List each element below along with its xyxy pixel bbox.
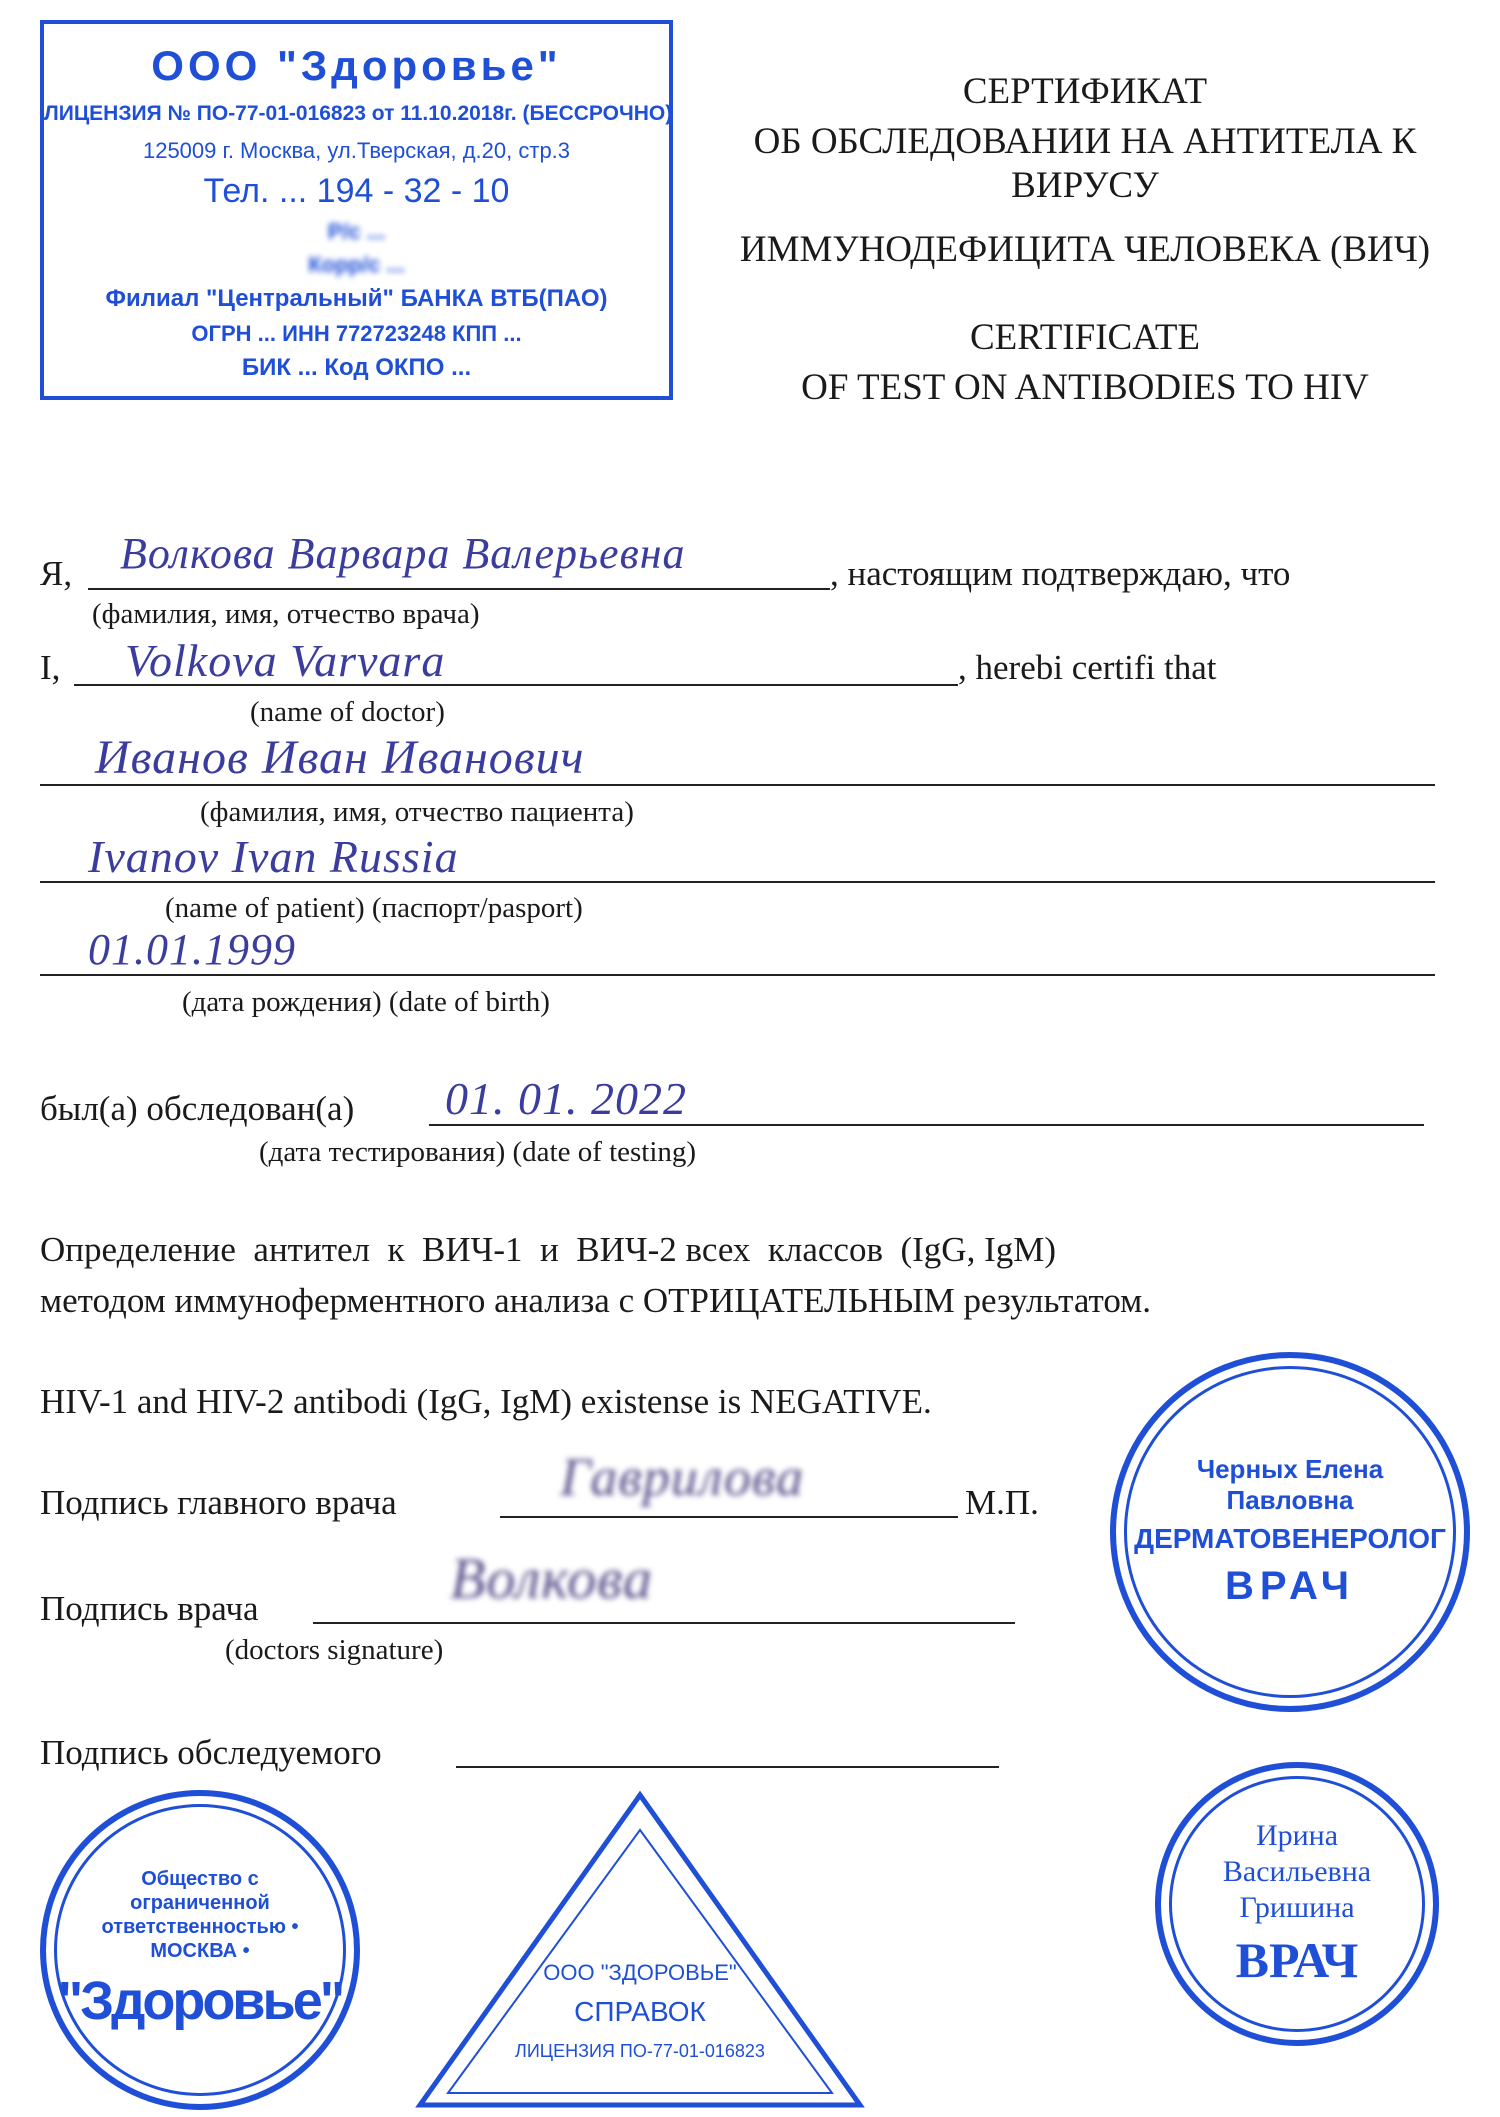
patient-sign-label: Подпись обследуемого [40,1733,382,1772]
mp-label: М.П. [965,1483,1039,1522]
title-ru-2: ОБ ОБСЛЕДОВАНИИ НА АНТИТЕЛА К ВИРУСУ [753,121,1417,207]
chief-signature: Гаврилова [560,1447,805,1507]
doctor-sign-label: Подпись врача [40,1589,259,1628]
doctor1-center: ВРАЧ [1235,1932,1359,1988]
confirm-en: , herebi certifi that [958,648,1217,687]
doctor-signature: Волкова [450,1546,653,1611]
stamp-ogrn: ОГРН ... ИНН 772723248 КПП ... [191,321,522,347]
birth-date: 01.01.1999 [88,925,296,974]
stamp-address: 125009 г. Москва, ул.Тверская, д.20, стр.3 [142,138,571,164]
patient-name-en: Ivanov Ivan Russia [88,831,459,882]
stamp-branch: Филиал "Центральный" БАНКА ВТБ(ПАО) [105,285,608,313]
confirm-ru: , настоящим подтверждаю, что [830,554,1291,593]
stamp-company-name: ООО "Здоровье" [151,42,562,89]
stamp-license: ЛИЦЕНЗИЯ № ПО-77-01-016823 от 11.10.2018г. (БЕССРОЧНО) [44,102,673,126]
doctor-name-en: Volkova Varvara [125,635,446,686]
i-label: I, [40,648,61,687]
stamp-corr-account: Корр/с ... [308,252,405,278]
triangle-center: СПРАВОК [574,1996,706,2027]
title-en-1: CERTIFICATE [969,317,1201,358]
patient-name-ru: Иванов Иван Иванович [95,731,585,784]
tested-label: был(а) обследован(а) [40,1089,355,1128]
title-en-2: OF TEST ON ANTIBODIES TO HIV [801,367,1369,408]
ya-label: Я, [40,554,73,593]
birth-label: (дата рождения) (date of birth) [182,986,550,1018]
triangle-ring-text: ООО "ЗДОРОВЬЕ" [543,1960,737,1985]
doctor2-center: ВРАЧ [1225,1563,1355,1608]
result-ru-1: Определение антител к ВИЧ-1 и ВИЧ-2 всех классов (IgG, IgM) [40,1230,1057,1269]
company-round-ring: Общество с ограниченной ответственностью • МОСКВА • [101,1867,299,1962]
stamp-account: Р/с ... [327,218,386,244]
result-ru-2: методом иммуноферментного анализа с ОТРИЦАТЕЛЬНЫМ результатом. [40,1281,1152,1320]
title-ru-1: СЕРТИФИКАТ [962,71,1208,112]
doctor-name-ru: Волкова Варвара Валерьевна [120,529,686,578]
doctor-sign-sub: (doctors signature) [225,1634,444,1666]
company-round-name: "Здоровье" [57,1970,343,2031]
title-ru-3: ИММУНОДЕФИЦИТА ЧЕЛОВЕКА (ВИЧ) [739,229,1431,270]
doctor-label-ru: (фамилия, имя, отчество врача) [92,598,480,630]
doctor-label-en: (name of doctor) [250,696,445,728]
chief-sign-label: Подпись главного врача [40,1483,397,1522]
doctor2-inner-text: ДЕРМАТОВЕНЕРОЛОГ [1134,1523,1446,1555]
test-date-label: (дата тестирования) (date of testing) [259,1136,697,1168]
doctor2-ring-text: Черных Елена Павловна [1196,1454,1384,1516]
patient-label-ru: (фамилия, имя, отчество пациента) [200,796,634,828]
test-date: 01. 01. 2022 [445,1073,687,1124]
doctor1-ring-text: Ирина Васильевна Гришина [1222,1819,1372,1924]
stamp-phone: Тел. ... 194 - 32 - 10 [203,171,510,210]
result-en: HIV-1 and HIV-2 antibodi (IgG, IgM) existense is NEGATIVE. [40,1382,932,1421]
patient-label-en: (name of patient) (паспорт/pasport) [165,892,583,924]
stamp-bik: БИК ... Код ОКПО ... [241,354,472,382]
triangle-license: ЛИЦЕНЗИЯ ПО-77-01-016823 [515,2041,765,2061]
